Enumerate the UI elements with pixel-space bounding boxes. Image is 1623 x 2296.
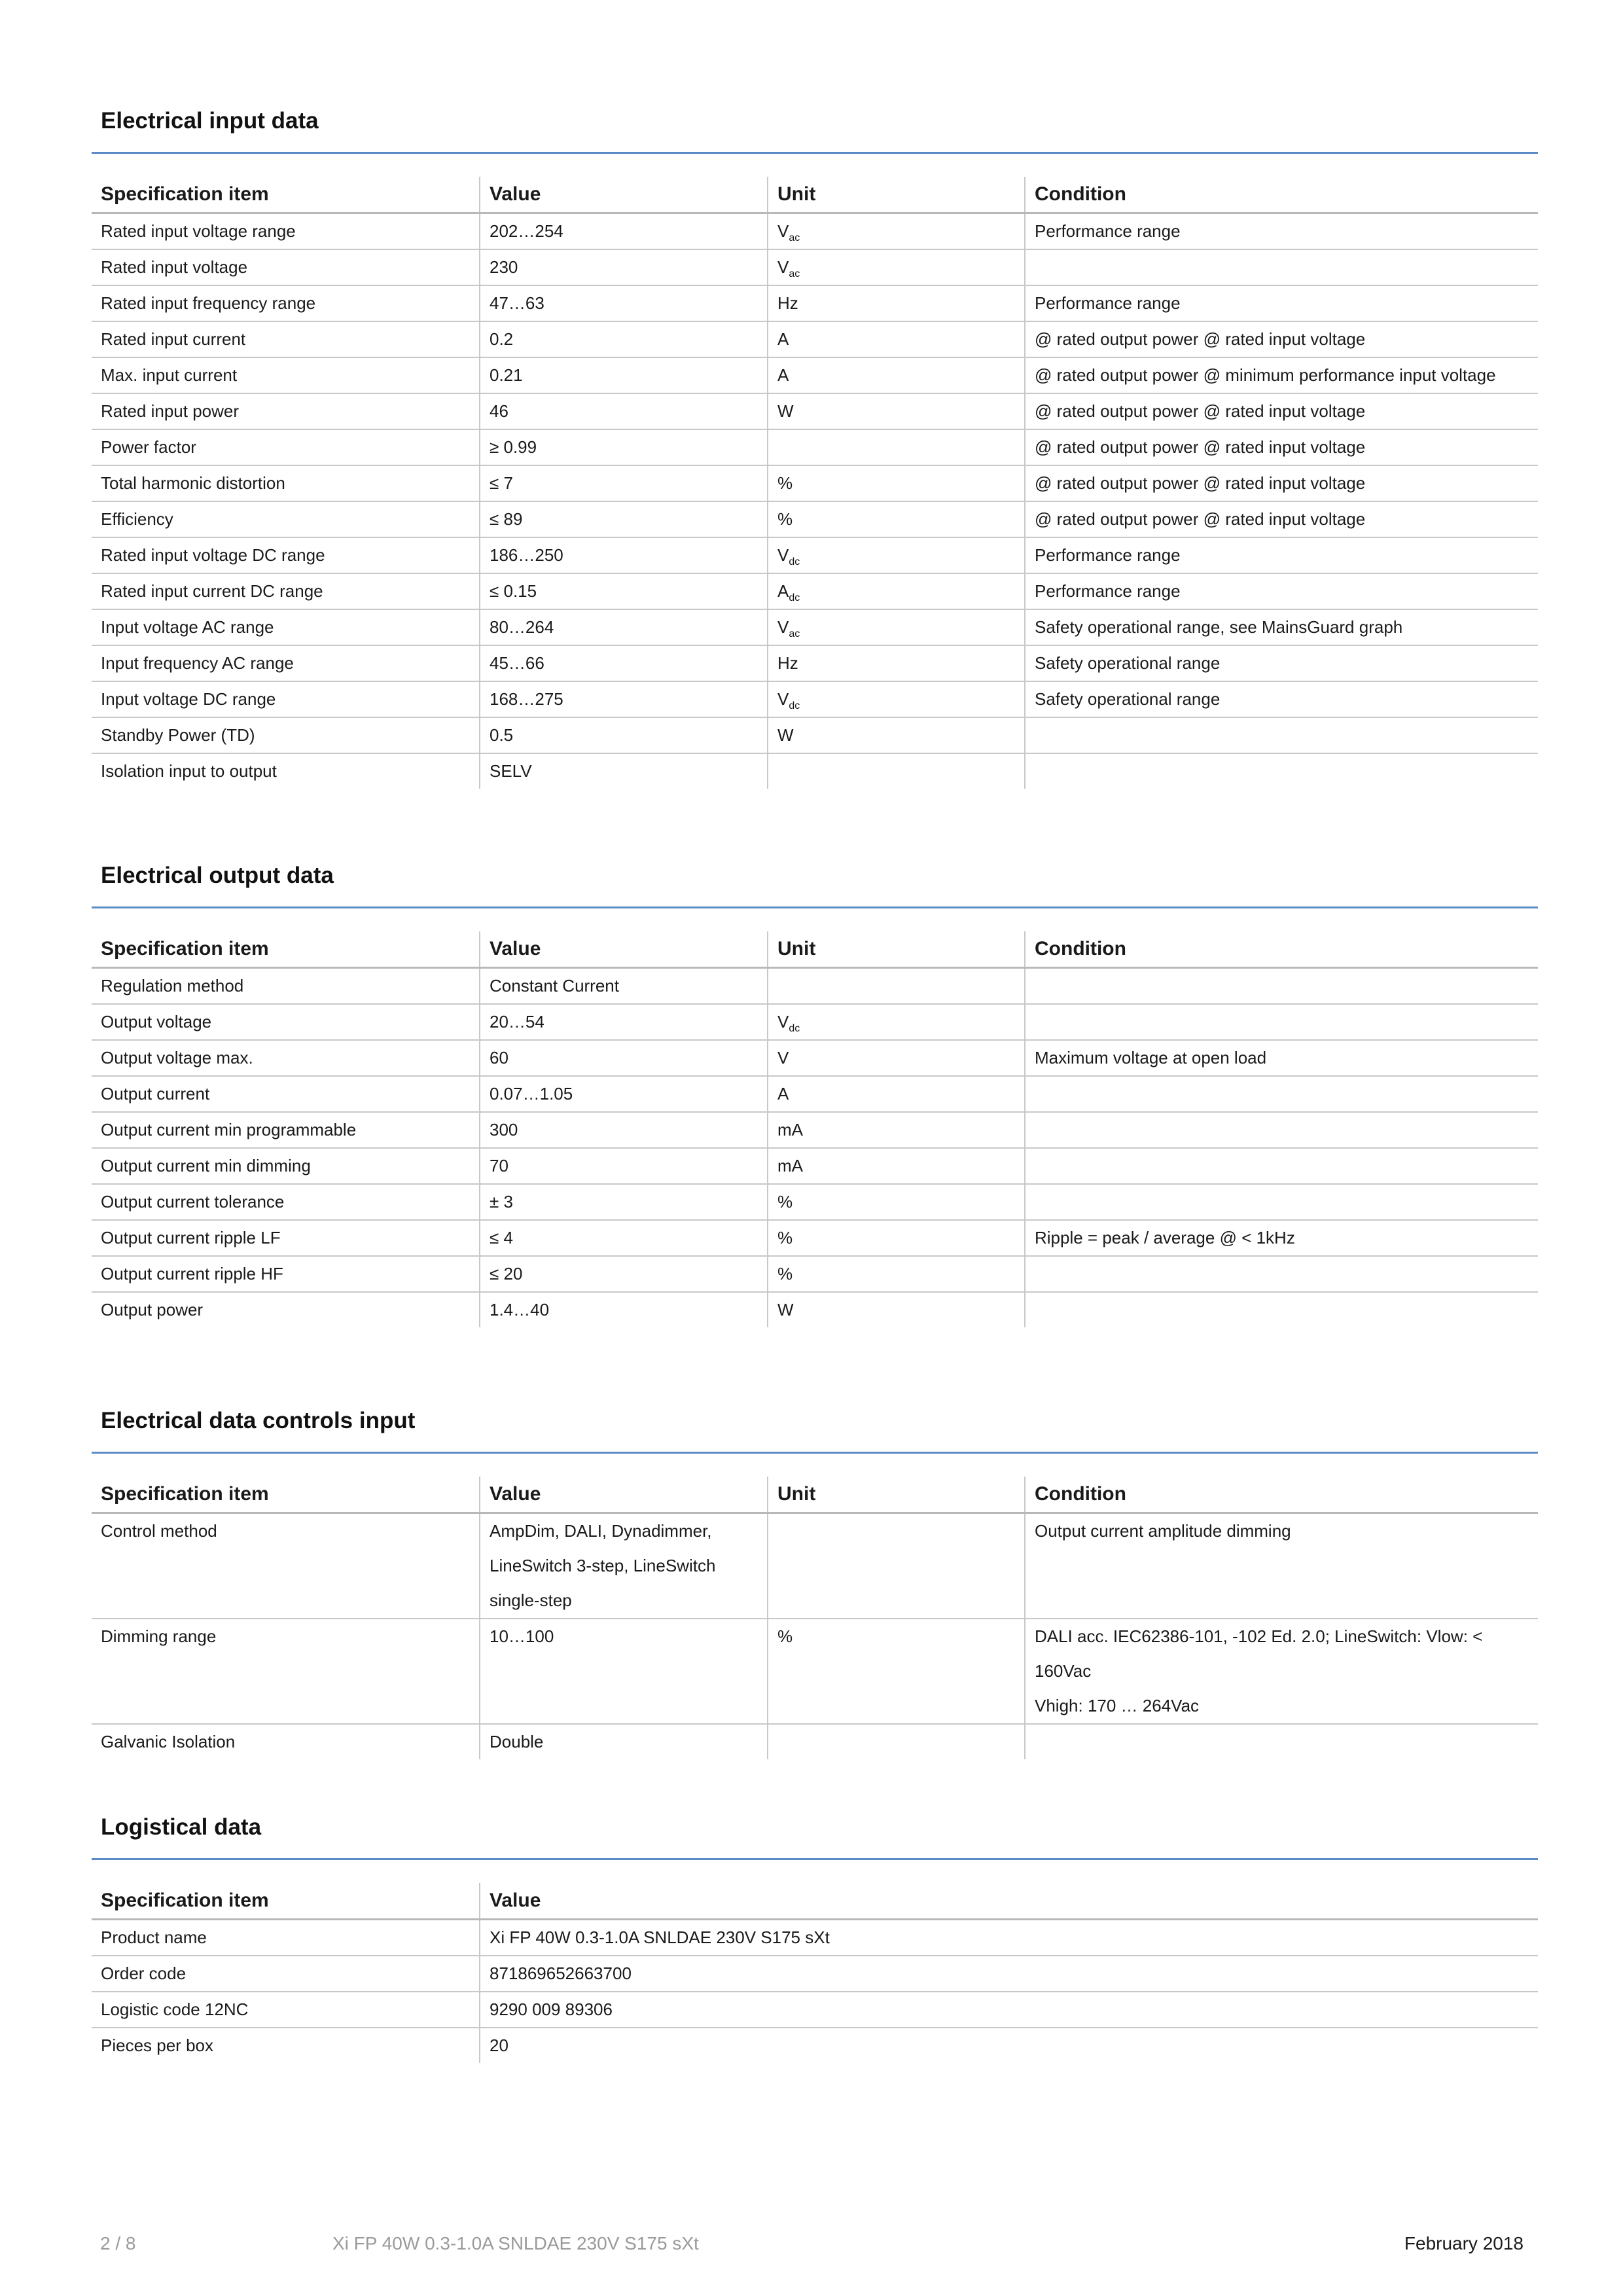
unit-cell bbox=[768, 357, 1025, 393]
column-header-condition: Condition bbox=[1025, 177, 1538, 213]
unit-cell bbox=[768, 1619, 1025, 1724]
value-cell: 202…254 bbox=[480, 213, 768, 250]
header-row bbox=[92, 177, 1538, 213]
column-header-unit: Unit bbox=[768, 177, 1025, 213]
unit-cell bbox=[768, 645, 1025, 681]
condition-cell bbox=[1025, 1184, 1538, 1220]
condition-cell: @ rated output power @ minimum performance input voltage bbox=[1025, 357, 1538, 393]
table-row bbox=[92, 1148, 1538, 1184]
spec-item-cell: Dimming range bbox=[92, 1619, 480, 1724]
condition-cell: Safety operational range, see MainsGuard graph bbox=[1025, 609, 1538, 645]
column-header-value: Value bbox=[480, 1883, 1538, 1920]
unit-text: A bbox=[777, 1084, 789, 1103]
value-cell: Constant Current bbox=[480, 968, 768, 1005]
unit-subscript: dc bbox=[789, 556, 800, 567]
table-row bbox=[92, 1920, 1538, 1956]
condition-cell: DALI acc. IEC62386-101, -102 Ed. 2.0; LineSwitch: Vlow: < 160Vac Vhigh: 170 … 264Vac bbox=[1025, 1619, 1538, 1724]
condition-cell bbox=[1025, 1256, 1538, 1292]
value-cell: 45…66 bbox=[480, 645, 768, 681]
unit-cell bbox=[768, 1256, 1025, 1292]
table-row bbox=[92, 501, 1538, 537]
unit-cell bbox=[768, 1040, 1025, 1076]
spec-item-cell: Output voltage bbox=[92, 1004, 480, 1040]
header-row bbox=[92, 1883, 1538, 1920]
unit-text: Hz bbox=[777, 293, 798, 313]
table-row bbox=[92, 2028, 1538, 2063]
spec-item-cell: Rated input frequency range bbox=[92, 285, 480, 321]
condition-cell: Ripple = peak / average @ < 1kHz bbox=[1025, 1220, 1538, 1256]
unit-cell bbox=[768, 501, 1025, 537]
table-row bbox=[92, 537, 1538, 573]
unit-text: V bbox=[777, 545, 789, 565]
condition-cell bbox=[1025, 1112, 1538, 1148]
unit-cell bbox=[768, 1184, 1025, 1220]
value-cell: 70 bbox=[480, 1148, 768, 1184]
condition-cell bbox=[1025, 968, 1538, 1005]
section-divider bbox=[92, 1452, 1538, 1454]
table-row bbox=[92, 1040, 1538, 1076]
value-cell: 0.21 bbox=[480, 357, 768, 393]
unit-text: % bbox=[777, 509, 793, 529]
spec-item-cell: Max. input current bbox=[92, 357, 480, 393]
table-row bbox=[92, 1256, 1538, 1292]
condition-cell: Performance range bbox=[1025, 213, 1538, 250]
condition-cell: Performance range bbox=[1025, 285, 1538, 321]
unit-text: V bbox=[777, 257, 789, 277]
value-cell: 871869652663700 bbox=[480, 1956, 1538, 1992]
spec-item-cell: Output current bbox=[92, 1076, 480, 1112]
table-row bbox=[92, 1619, 1538, 1724]
spec-item-cell: Standby Power (TD) bbox=[92, 717, 480, 753]
spec-item-cell: Logistic code 12NC bbox=[92, 1992, 480, 2028]
table-row bbox=[92, 1992, 1538, 2028]
spec-item-cell: Output current min programmable bbox=[92, 1112, 480, 1148]
unit-text: W bbox=[777, 401, 794, 421]
unit-cell bbox=[768, 1220, 1025, 1256]
value-cell: ≤ 4 bbox=[480, 1220, 768, 1256]
table-row bbox=[92, 249, 1538, 285]
spec-item-cell: Output current min dimming bbox=[92, 1148, 480, 1184]
spec-item-cell: Galvanic Isolation bbox=[101, 1732, 236, 1751]
unit-text: % bbox=[777, 1228, 793, 1247]
condition-cell: @ rated output power @ rated input voltage bbox=[1025, 321, 1538, 357]
spec-item-cell: Input voltage DC range bbox=[92, 681, 480, 717]
unit-subscript: dc bbox=[789, 700, 800, 711]
spec-item-cell: Output current ripple HF bbox=[92, 1256, 480, 1292]
spec-item-cell: Rated input voltage range bbox=[92, 213, 480, 250]
unit-cell bbox=[768, 1724, 1025, 1759]
spec-item-cell: Pieces per box bbox=[101, 2036, 213, 2055]
unit-text: mA bbox=[777, 1156, 803, 1175]
table-row bbox=[92, 573, 1538, 609]
table-row bbox=[92, 609, 1538, 645]
condition-cell: @ rated output power @ rated input voltage bbox=[1025, 465, 1538, 501]
section-title: Electrical input data bbox=[101, 108, 319, 134]
spec-item-cell: Output voltage max. bbox=[92, 1040, 480, 1076]
condition-cell bbox=[1025, 1004, 1538, 1040]
unit-cell bbox=[768, 753, 1025, 789]
column-header-condition: Condition bbox=[1025, 1477, 1538, 1513]
condition-cell: Performance range bbox=[1025, 537, 1538, 573]
value-cell: 20 bbox=[480, 2028, 1538, 2063]
column-header-item: Specification item bbox=[92, 177, 480, 213]
unit-cell bbox=[768, 465, 1025, 501]
table-row bbox=[92, 285, 1538, 321]
value-cell: 0.07…1.05 bbox=[480, 1076, 768, 1112]
footer-date: February 2018 bbox=[1404, 2233, 1524, 2253]
unit-text: mA bbox=[777, 1120, 803, 1139]
value-cell: 80…264 bbox=[480, 609, 768, 645]
value-cell: 60 bbox=[480, 1040, 768, 1076]
value-cell: 47…63 bbox=[480, 285, 768, 321]
section-electrical-output bbox=[92, 863, 1538, 1327]
column-header-item: Specification item bbox=[92, 1883, 480, 1920]
unit-cell bbox=[768, 321, 1025, 357]
condition-cell bbox=[1025, 1292, 1538, 1327]
spec-item-cell: Output power bbox=[101, 1300, 204, 1319]
unit-cell bbox=[768, 968, 1025, 1005]
section-divider bbox=[92, 906, 1538, 908]
value-cell: Xi FP 40W 0.3-1.0A SNLDAE 230V S175 sXt bbox=[480, 1920, 1538, 1956]
table-row bbox=[92, 213, 1538, 250]
condition-cell: Output current amplitude dimming bbox=[1025, 1513, 1538, 1619]
value-cell: ≤ 7 bbox=[480, 465, 768, 501]
table-row bbox=[92, 357, 1538, 393]
section-electrical-input bbox=[92, 108, 1538, 789]
spec-item-cell: Control method bbox=[92, 1513, 480, 1619]
unit-subscript: ac bbox=[789, 628, 800, 639]
condition-cell bbox=[1025, 717, 1538, 753]
spec-table bbox=[92, 1477, 1538, 1759]
table-row bbox=[92, 321, 1538, 357]
section-divider bbox=[92, 152, 1538, 154]
spec-item-cell: Rated input voltage DC range bbox=[92, 537, 480, 573]
footer-product-name: Xi FP 40W 0.3-1.0A SNLDAE 230V S175 sXt bbox=[332, 2233, 699, 2253]
condition-cell: @ rated output power @ rated input voltage bbox=[1025, 393, 1538, 429]
column-header-unit: Unit bbox=[768, 1477, 1025, 1513]
spec-item-cell: Input voltage AC range bbox=[92, 609, 480, 645]
column-header-value: Value bbox=[480, 177, 768, 213]
spec-item-cell: Efficiency bbox=[92, 501, 480, 537]
unit-cell bbox=[768, 1112, 1025, 1148]
table-row bbox=[92, 1292, 1538, 1327]
table-row bbox=[92, 393, 1538, 429]
table-row bbox=[92, 429, 1538, 465]
unit-text: W bbox=[777, 725, 794, 745]
value-cell: AmpDim, DALI, Dynadimmer, LineSwitch 3-step, LineSwitch single-step bbox=[480, 1513, 768, 1619]
unit-text: A bbox=[777, 581, 789, 601]
spec-item-cell: Isolation input to output bbox=[101, 761, 277, 781]
unit-text: V bbox=[777, 1012, 789, 1031]
table-row bbox=[92, 1220, 1538, 1256]
unit-cell bbox=[768, 285, 1025, 321]
section-divider bbox=[92, 1858, 1538, 1860]
section-title: Electrical output data bbox=[101, 863, 334, 888]
table-row bbox=[92, 1076, 1538, 1112]
unit-text: V bbox=[777, 617, 789, 637]
value-cell: 0.2 bbox=[480, 321, 768, 357]
condition-cell: @ rated output power @ rated input voltage bbox=[1025, 501, 1538, 537]
condition-cell bbox=[1025, 1076, 1538, 1112]
spec-item-cell: Output current ripple LF bbox=[92, 1220, 480, 1256]
table-row bbox=[92, 1956, 1538, 1992]
value-cell: 168…275 bbox=[480, 681, 768, 717]
section-title: Electrical data controls input bbox=[101, 1408, 416, 1433]
unit-subscript: dc bbox=[789, 1023, 800, 1034]
value-cell: 10…100 bbox=[480, 1619, 768, 1724]
table-row bbox=[92, 753, 1538, 789]
spec-table bbox=[92, 1883, 1538, 2063]
spec-item-cell: Rated input power bbox=[92, 393, 480, 429]
unit-cell bbox=[768, 717, 1025, 753]
unit-cell bbox=[768, 429, 1025, 465]
unit-cell bbox=[768, 1513, 1025, 1619]
value-cell: 20…54 bbox=[480, 1004, 768, 1040]
table-row bbox=[92, 1184, 1538, 1220]
unit-text: % bbox=[777, 1192, 793, 1211]
column-header-condition: Condition bbox=[1025, 931, 1538, 968]
spec-item-cell: Rated input current DC range bbox=[92, 573, 480, 609]
value-cell: 0.5 bbox=[480, 717, 768, 753]
spec-item-cell: Regulation method bbox=[92, 968, 480, 1005]
table-row bbox=[92, 717, 1538, 753]
value-cell: 186…250 bbox=[480, 537, 768, 573]
unit-text: % bbox=[777, 473, 793, 493]
condition-cell bbox=[1025, 1148, 1538, 1184]
unit-text: A bbox=[777, 329, 789, 349]
unit-cell bbox=[768, 213, 1025, 250]
condition-cell: @ rated output power @ rated input voltage bbox=[1025, 429, 1538, 465]
table-row bbox=[92, 1513, 1538, 1619]
unit-cell bbox=[768, 573, 1025, 609]
table-row bbox=[92, 1112, 1538, 1148]
section-logistical bbox=[92, 1814, 1538, 2063]
value-cell: ≤ 89 bbox=[480, 501, 768, 537]
unit-text: V bbox=[777, 221, 789, 241]
spec-item-cell: Order code bbox=[92, 1956, 480, 1992]
section-controls-input bbox=[92, 1408, 1538, 1759]
spec-item-cell: Rated input voltage bbox=[92, 249, 480, 285]
table-row bbox=[92, 645, 1538, 681]
unit-text: V bbox=[777, 689, 789, 709]
condition-cell bbox=[1025, 249, 1538, 285]
condition-cell: Performance range bbox=[1025, 573, 1538, 609]
unit-subscript: ac bbox=[789, 268, 800, 279]
unit-text: W bbox=[777, 1300, 794, 1319]
value-cell: 1.4…40 bbox=[480, 1292, 768, 1327]
value-cell: ± 3 bbox=[480, 1184, 768, 1220]
value-cell: 46 bbox=[480, 393, 768, 429]
unit-cell bbox=[768, 609, 1025, 645]
table-row bbox=[92, 465, 1538, 501]
table-row bbox=[92, 1724, 1538, 1759]
column-header-value: Value bbox=[480, 1477, 768, 1513]
value-cell: 230 bbox=[480, 249, 768, 285]
condition-cell bbox=[1025, 753, 1538, 789]
condition-cell: Safety operational range bbox=[1025, 681, 1538, 717]
column-header-value: Value bbox=[480, 931, 768, 968]
condition-cell: Maximum voltage at open load bbox=[1025, 1040, 1538, 1076]
unit-text: % bbox=[777, 1264, 793, 1283]
spec-item-cell: Rated input current bbox=[92, 321, 480, 357]
spec-table bbox=[92, 177, 1538, 789]
value-cell: ≤ 0.15 bbox=[480, 573, 768, 609]
condition-cell bbox=[1025, 1724, 1538, 1759]
footer-page-number: 2 / 8 bbox=[100, 2233, 136, 2253]
value-cell: 300 bbox=[480, 1112, 768, 1148]
unit-text: % bbox=[777, 1626, 793, 1646]
section-title: Logistical data bbox=[101, 1814, 262, 1840]
column-header-item: Specification item bbox=[92, 931, 480, 968]
unit-cell bbox=[768, 249, 1025, 285]
header-row bbox=[92, 1477, 1538, 1513]
unit-cell bbox=[768, 681, 1025, 717]
value-cell: Double bbox=[480, 1724, 768, 1759]
unit-text: Hz bbox=[777, 653, 798, 673]
spec-item-cell: Input frequency AC range bbox=[92, 645, 480, 681]
unit-subscript: dc bbox=[789, 592, 800, 603]
spec-item-cell: Power factor bbox=[92, 429, 480, 465]
unit-text: A bbox=[777, 365, 789, 385]
table-row bbox=[92, 681, 1538, 717]
unit-cell bbox=[768, 537, 1025, 573]
header-row bbox=[92, 931, 1538, 968]
column-header-item: Specification item bbox=[92, 1477, 480, 1513]
table-row bbox=[92, 1004, 1538, 1040]
value-cell: ≤ 20 bbox=[480, 1256, 768, 1292]
spec-table bbox=[92, 931, 1538, 1327]
spec-item-cell: Product name bbox=[92, 1920, 480, 1956]
value-cell: 9290 009 89306 bbox=[480, 1992, 1538, 2028]
unit-cell bbox=[768, 1004, 1025, 1040]
value-cell: ≥ 0.99 bbox=[480, 429, 768, 465]
spec-item-cell: Output current tolerance bbox=[92, 1184, 480, 1220]
unit-text: V bbox=[777, 1048, 789, 1067]
value-cell: SELV bbox=[480, 753, 768, 789]
column-header-unit: Unit bbox=[768, 931, 1025, 968]
unit-cell bbox=[768, 1076, 1025, 1112]
condition-cell: Safety operational range bbox=[1025, 645, 1538, 681]
table-row bbox=[92, 968, 1538, 1005]
unit-cell bbox=[768, 393, 1025, 429]
unit-cell bbox=[768, 1148, 1025, 1184]
spec-item-cell: Total harmonic distortion bbox=[92, 465, 480, 501]
unit-subscript: ac bbox=[789, 232, 800, 243]
unit-cell bbox=[768, 1292, 1025, 1327]
